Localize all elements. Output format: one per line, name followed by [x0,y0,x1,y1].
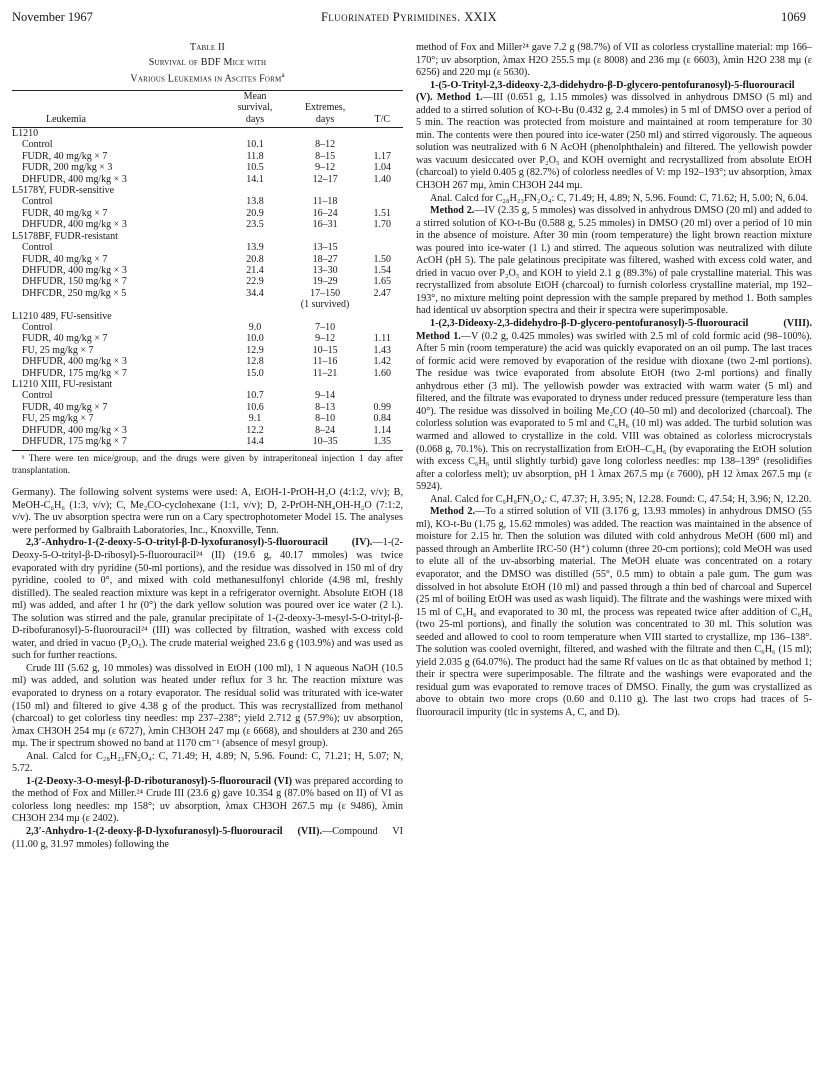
row-extremes: 10–35 [312,436,338,448]
table-row [12,151,403,162]
table-row [12,402,403,413]
row-mean-survival: 9.1 [248,413,262,425]
row-extremes: 13–15 [312,242,338,254]
right-column [416,42,812,720]
paragraph-text: was prepared according to the method of Fox and Miller.²⁴ Crude III (23.6 g) gave 10.354 g (87.0% based on II) of VI as colorless long needles: mp 158°; uv absorption, λmax CH3OH 267.5 mμ (ε 9486), λmin CH3OH 234 mμ (ε 2402). [12,775,403,825]
row-extremes: 11–21 [312,367,338,379]
row-extremes: 12–17 [312,173,338,185]
compound-heading: Method 2. [430,506,476,518]
row-label: Control [22,390,53,402]
row-mean-survival: 23.5 [246,219,264,231]
paragraph [416,506,812,719]
row-mean-survival [221,128,288,140]
row-label: DHFUDR, 400 mg/kg × 3 [22,356,127,368]
table-row [12,333,403,344]
row-tc: 1.40 [373,173,392,185]
row-label: DHFUDR, 175 mg/kg × 7 [22,367,127,379]
table-row [12,413,403,424]
row-mean-survival: 21.4 [246,264,264,276]
row-label: FUDR, 40 mg/kg × 7 [22,253,108,265]
left-column [12,42,403,851]
row-mean-survival: 10.6 [246,401,264,413]
row-tc: 1.65 [373,276,392,288]
paragraph-text: method of Fox and Miller²⁴ gave 7.2 g (98.7%) of VII as colorless crystalline material: mp 166–170°; uv absorption, λmax H2O 255.5 mμ (ε 8008) and 236 mμ (ε 6603), λmin H2O 238 mμ (ε 6256) and 220 mμ (ε 5630). [416,42,812,79]
table-row [12,139,403,150]
row-tc: 1.54 [373,264,392,276]
row-tc: 0.99 [373,401,392,413]
row-tc [362,390,403,401]
compound-heading: 2,3′-Anhydro-1-(2-deoxy-5-O-trityl-β-D-lyxofuranosyl)-5-fluorouracil (IV). [26,537,373,549]
col-header-extremes: Extremes, days [304,102,346,125]
row-extremes: 9–12 [315,162,336,174]
row-extremes: 19–29 [312,276,338,288]
row-extremes [289,128,362,140]
table-row [12,196,403,207]
row-label: L5178Y, FUDR-sensitive [12,185,115,197]
row-tc [362,196,403,207]
col-header-leukemia: Leukemia [46,113,86,125]
row-label: FU, 25 mg/kg × 7 [22,344,94,356]
paragraph-text: Crude III (5.62 g, 10 mmoles) was dissolved in EtOH (100 ml), 1 N aqueous NaOH (10.5 ml) was added, and solution was heated under reflux for 3 hr. The reaction mixture was evaporated to dryness on a rotary evaporator. The residual solid was triturated with ice-water (150 ml) and filtered to give 4.38 g of the product. This was recrystallized from methanol (charcoal) to get colorless tiny needles: mp 237–238°; yield 2.712 g (57.9%); uv absorption, λmax CH3OH 254 mμ (ε 6727), λmin CH3OH 247 mμ (ε 6668), and shoulders at 230 and 265 mμ. The ir spectrum showed no band at 1170 cm⁻¹ (absence of mesyl group). [12,662,403,750]
row-tc: 0.84 [373,413,392,425]
row-label: Control [22,196,53,208]
table-row [12,276,403,287]
paragraph-text: Germany). The following solvent systems were used: A, EtOH-1-PrOH-H₂O (4:1:2, v/v); B, MeOH-C₆H₆ (1:3, v/v); C, Me₂CO-cyclohexane (1:1, v/v); D, 2-PrOH-NH₄OH-H₂O (7:1:2, v/v). The uv absorption spectra were run on a Cary spectrophotometer Model 15. The analyses were performed by Galbraith Laboratories, Inc., Knoxville, Tenn. [12,487,403,536]
row-extremes [289,231,362,242]
table-row [12,390,403,401]
row-tc: 1.42 [373,356,392,368]
paragraph-text: —IV (2.35 g, 5 mmoles) was dissolved in anhydrous DMSO (20 ml) and added to a stirred solution of KO-t-Bu (0.588 g, 5.25 mmoles) in DMSO (20 ml) over a period of 10 min in the absence of moisture. After 30 min (room temperature) the light brown reaction mixture was poured into ice-water (1 l.) and stirred. The aqueous solution was neutralized with dilute AcOH (pH 5). The pale gelatinous precipitate was filtered, washed with excess cold water, and dried in vacuo over P₂O₅ and KOH to yield 2.1 g (89.3%) of pale crystalline material. This was recrystallized from absolute EtOH (charcoal) to furnish colorless crystalline material, mp 192–193°, no mixture melting point depression with the sample prepared by method 1. Both samples had identical uv absorption spectra and their ir spectra were superimposable. [416,205,812,317]
row-label: Control [22,139,53,151]
table-row [12,219,403,230]
paragraph-text: —1-(2-Deoxy-5-O-trityl-β-D-ribosyl)-5-fluorouracil²⁴ (II) (19.6 g, 40.17 mmoles) was twice evaporated with dry pyridine (50-ml portions), and the residue was dissolved in 150 ml of dry pyridine, cooled to 0°, and mixed with cold methanesulfonyl chloride (4.98 ml, freshly distilled). The sealed reaction mixture was kept in a refrigerator overnight. Absolute EtOH (18 ml) was added, and after 1 hr (0°) the dark yellow solution was poured over ice water (2 l.). The solution was stirred and the pale, granular precipitate of 1-(2-deoxy-3-mesyl-5-O-trityl-β-D-ribofuranosyl)-5-fluorouracil²⁴ (III) was collected by filtration, washed with excess cold water, and dried in vacuo (P₂O₅). The crude material weighed 23.6 g (103.9%) and was used as such for further reactions. [12,537,403,662]
row-extremes: 16–24 [312,207,338,219]
row-mean-survival [221,379,288,390]
row-extremes: 11–18 [312,196,338,208]
paragraph [12,826,403,851]
table-footnote: ᵃ There were ten mice/group, and the drugs were given by intraperitoneal injection 1 day after transplantation. [12,454,403,476]
paragraph [416,80,812,193]
row-label: FUDR, 40 mg/kg × 7 [22,150,108,162]
paragraph [12,663,403,751]
row-mean-survival: 12.8 [246,356,264,368]
row-mean-survival: 9.0 [248,321,262,333]
row-mean-survival [221,231,288,242]
paragraph-text: —Compound VI (11.00 g, 31.97 mmoles) following the [12,826,403,850]
table-row [12,425,403,436]
row-extremes: 8–24 [315,424,336,436]
row-mean-survival: 22.9 [246,276,264,288]
row-tc: 1.04 [373,162,392,174]
paragraph [416,205,812,318]
row-label: FUDR, 40 mg/kg × 7 [22,333,108,345]
row-label: FU, 25 mg/kg × 7 [22,413,94,425]
compound-heading: 1-(5-O-Trityl-2,3-dideoxy-2,3-didehydro-β-D-glycero-pentofuranosyl)-5-fluorouracil (V). Method 1. [416,79,795,104]
row-mean-survival: 20.9 [246,207,264,219]
table-bottom-rule [12,447,403,451]
row-tc: 1.50 [373,253,392,265]
row-label: Control [22,242,53,254]
row-extremes: (1 survived) [300,299,350,311]
row-mean-survival: 12.9 [246,344,264,356]
row-mean-survival: 14.1 [246,173,264,185]
table-row [12,436,403,447]
table-row [12,345,403,356]
row-extremes: 7–10 [315,321,336,333]
table-row [12,311,403,322]
row-extremes [289,311,362,322]
row-tc [362,322,403,333]
row-label: L1210 [12,128,39,140]
row-tc: 1.11 [373,333,391,345]
table-row [12,299,403,310]
row-label: FUDR, 200 mg/kg × 3 [22,162,113,174]
paragraph [12,751,403,776]
compound-heading: 1-(2,3-Dideoxy-2,3-didehydro-β-D-glycero-pentofuranosyl)-5-fluorouracil (VIII). Method 1. [416,318,812,342]
survival-table [12,88,403,452]
row-extremes: 13–30 [312,264,338,276]
row-label: L1210 489, FU-sensitive [12,310,112,322]
row-extremes: 9–14 [315,390,336,402]
row-tc: 1.17 [373,150,392,162]
row-label: DHFCDR, 250 mg/kg × 5 [22,287,127,299]
row-extremes: 10–15 [312,344,338,356]
paragraph [416,42,812,80]
paragraph-text: Anal. Calcd for C₂₈H₂₃FN₂O₄: C, 71.49; H, 4.89; N, 5.96. Found: C, 71.62; H, 5.00; N, 6.04. [430,192,809,204]
row-label: DHFUDR, 400 mg/kg × 3 [22,424,127,436]
row-label: FUDR, 40 mg/kg × 7 [22,401,108,413]
row-mean-survival: 14.4 [246,436,264,448]
row-mean-survival [221,185,288,196]
row-label: DHFUDR, 400 mg/kg × 3 [22,219,127,231]
row-extremes: 17–150 [310,287,341,299]
compound-heading: 2,3′-Anhydro-1-(2-deoxy-β-D-lyxofuranosyl)-5-fluorouracil (VII). [26,826,323,837]
table-row [12,242,403,253]
table-row [12,162,403,173]
table-row [12,254,403,265]
table-row [12,379,403,390]
row-tc [362,299,403,310]
row-mean-survival: 13.9 [246,242,264,254]
table-title: Table II [189,42,226,53]
row-tc [362,128,403,140]
row-tc: 1.51 [373,207,392,219]
row-extremes: 8–13 [315,401,336,413]
row-mean-survival: 10.7 [246,390,264,402]
row-extremes: 18–27 [312,253,338,265]
row-extremes [289,185,362,196]
row-extremes: 8–15 [315,150,336,162]
row-extremes: 16–31 [312,219,338,231]
row-extremes: 8–10 [315,413,336,425]
table-row [12,208,403,219]
running-header [12,9,806,25]
row-tc: 2.47 [373,287,392,299]
row-tc [362,139,403,150]
row-mean-survival: 15.0 [246,367,264,379]
row-tc: 1.70 [373,219,392,231]
row-mean-survival: 12.2 [246,424,264,436]
header-title: Fluorinated Pyrimidines. XXIX [320,10,498,24]
left-body-text [12,487,403,851]
table-row [12,231,403,242]
compound-heading: 1-(2-Deoxy-3-O-mesyl-β-D-riboturanosyl)-5-fluorouracil (VI) [26,775,293,787]
row-label [12,299,221,310]
row-label: FUDR, 40 mg/kg × 7 [22,207,108,219]
compound-heading: Method 2. [430,205,475,217]
table-row [12,185,403,196]
row-tc: 1.35 [373,436,392,448]
row-mean-survival: 11.8 [246,150,264,162]
row-tc [362,185,403,196]
table-row [12,368,403,379]
col-header-mean-survival: Mean survival, days [237,90,273,125]
row-mean-survival [221,299,288,310]
paragraph-text: —To a stirred solution of VII (3.176 g, 13.93 mmoles) in anhydrous DMSO (55 ml), KO-t-Bu (1.75 g, 15.62 mmoles) was added. The reaction was maintained in the absence of moisture for 2.15 hr. Then the solution was diluted with cold anhydrous MeOH (600 ml) and passed through an Amberlite IRC-50 (H⁺) column (three 20-cm portions); cold MeOH was used to elute all of the uv-absorbing material. The MeOH eluate was concentrated on a rotary evaporator, and the DMSO was distilled (55°, 0.5 mm) to obtain a pale gum. The gum was dissolved in hot absolute EtOH (10 ml) and passed through a thin bed of charcoal and Supercel (25 ml of boiling EtOH was used as wash liquid). The filtrate and the washings were mixed with 15 ml of C₆H₆ and evaporated to 30 ml, the process was repeated twice after addition of C₆H₆ (two 25-ml portions), and finally the solution was concentrated to 30 ml. This solution was seeded and allowed to cool to room temperature when VIII started to crystallize, mp 136–138°. The solution was cooled overnight, filtered, and washed with the filtrate and then C₆H₆ (15 ml); yield 2.035 g (64.07%). The product had the same Rf values on tlc as that obtained by method 1; their ir spectra were superimposable. The filtrate and the washings were evaporated and the residual gum was evaporated to remove traces of DMSO. Finally, the gum was crystallized as above to obtain two more crops (0.60 and 0.110 g). The last two crops had traces of 5-fluorouracil impurity (tlc in systems A, C, and D). [416,506,812,718]
row-label: DHFUDR, 175 mg/kg × 7 [22,436,127,448]
row-extremes: 9–12 [315,333,336,345]
row-mean-survival: 13.8 [246,196,264,208]
row-tc [362,311,403,322]
table-row [12,356,403,367]
paragraph-text: Anal. Calcd for C₂₈H₂₃FN₂O₄: C, 71.49; H, 4.89; N, 5.96. Found: C, 71.21; H, 5.07; N, 5.72. [12,750,403,775]
table-caption: Survival of BDF Mice with Various Leukemias in Ascites Form$^a$ [130,56,285,85]
row-tc [362,231,403,242]
table-row [12,322,403,333]
row-tc: 1.14 [373,424,392,436]
paragraph [416,318,812,494]
right-body-text [416,42,812,720]
paragraph [12,487,403,537]
header-date: November 1967 [12,10,93,24]
paragraph-text: —III (0.651 g, 1.15 mmoles) was dissolved in anhydrous DMSO (5 ml) and added to a stirred solution of KO-t-Bu (0.432 g, 2.4 mmoles) in 5 ml of DMSO over a period of 5 min. The reaction was protected from moisture and maintained at room temperature for 30 min. The contents were then poured into ice-water (250 ml) and stirred vigorously. The aqueous solution was neutralized with 6 N AcOH (phenolphthalein) and filtered. The yellowish powder was vacuum desiccated over P₂O₅ and KOH overnight and recrystallized from absolute EtOH (charcoal) to yield 0.405 g (82.7%) of colorless needles of V: mp 192–193°; uv absorption, λmax CH3OH 267 mμ, λmin CH3OH 244 mμ. [416,92,812,192]
row-mean-survival: 10.0 [246,333,264,345]
row-extremes: 8–12 [315,139,336,151]
row-label: DHFUDR, 400 mg/kg × 3 [22,264,127,276]
row-tc: 1.43 [373,344,392,356]
row-mean-survival: 10.1 [246,139,264,151]
col-header-tc: T/C [374,113,391,125]
table-row [12,265,403,276]
row-label: Control [22,321,53,333]
paragraph [12,537,403,662]
row-label: DHFUDR, 400 mg/kg × 3 [22,173,127,185]
row-tc [362,242,403,253]
row-label: DHFUDR, 150 mg/kg × 7 [22,276,127,288]
paragraph-text: Anal. Calcd for C₉H₉FN₂O₄: C, 47.37; H, 3.95; N, 12.28. Found: C, 47.54; H, 3.96; N, 12.20. [430,493,812,505]
page-number: 1069 [781,10,806,24]
table-row [12,288,403,299]
row-extremes [289,379,362,390]
paragraph [12,776,403,826]
row-label: L1210 XIII, FU-resistant [12,378,113,390]
paragraph-text: —V (0.2 g, 0.425 mmoles) was swirled with 2.5 ml of cold formic acid (98–100%). After 5 min (room temperature) the acid was quickly evaporated on an oil pump. The last traces of formic acid were removed by evaporation of the residue with dioxane (two 2-ml portions). The residue was twice evaporated from absolute EtOH (two 2-ml portions) and finally anhydrous ether (3 ml). The yellowish powder was extracted with warm water (5 ml) and filtered, and the filtrate was evaporated to dryness under reduced pressure (temperature less than 40°). The residue was dissolved in boiling Me₂CO (40–50 ml) and decolorized (charcoal). The colorless solution was evaporated to 5 ml and C₆H₆ (10 ml) was added. The turbid solution was warmed and allowed to crystallize in the cold. VIII was obtained as colorless microcrystals (0.068 g, 70.1%). This on recrystallization from EtOH–C₆H₆ (by evaporating the EtOH solution with excess C₆H₆ until slightly turbid) gave long colorless needles: mp 138–139° (resolidifies after a colorless melt); uv absorption, pH 1 λmax 267.5 mμ (ε 7600), pH 12 λmax 267.5 mμ (ε 5924). [416,330,812,493]
row-extremes: 11–16 [312,356,338,368]
row-mean-survival: 20.8 [246,253,264,265]
row-mean-survival: 34.4 [246,287,264,299]
row-tc [362,379,403,390]
row-tc: 1.60 [373,367,392,379]
row-mean-survival: 10.5 [246,162,264,174]
row-label: L5178BF, FUDR-resistant [12,230,118,242]
row-mean-survival [221,311,288,322]
paragraph [416,494,812,507]
paragraph [416,193,812,206]
table-row [12,128,403,140]
table-row [12,174,403,185]
